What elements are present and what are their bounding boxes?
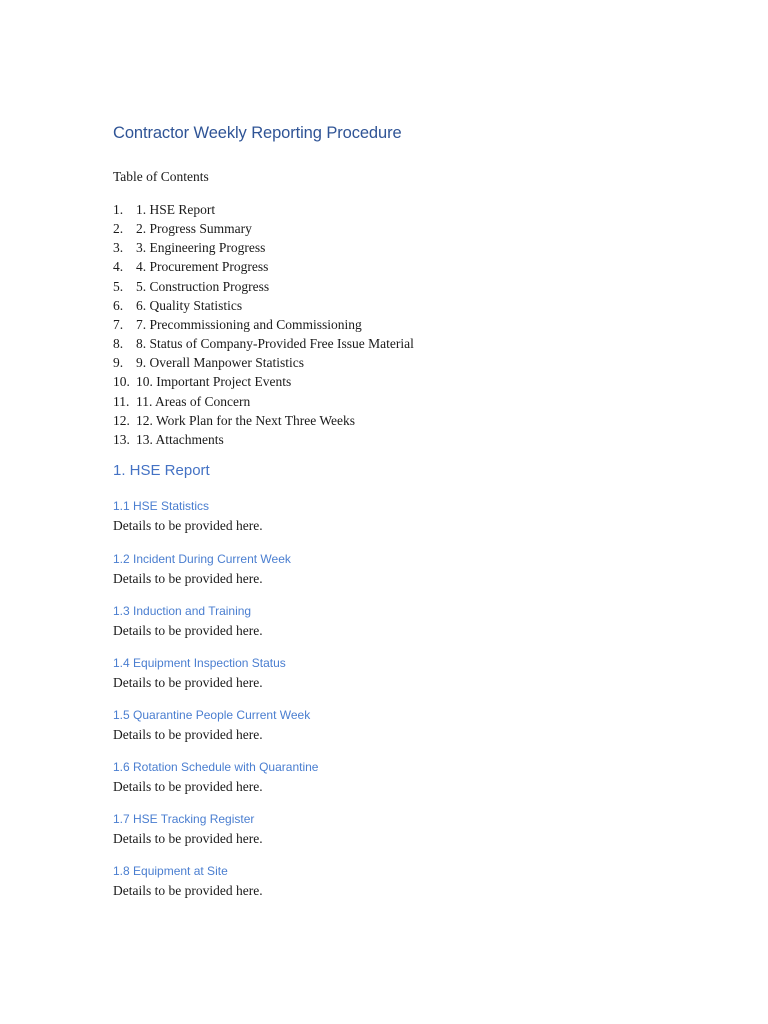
toc-item[interactable] [113,430,414,449]
toc-item-label: 10. Important Project Events [136,374,292,390]
subsection-body: Details to be provided here. [113,623,263,638]
toc-item[interactable] [113,392,414,411]
toc-item-number: 5. [113,278,124,294]
toc-item[interactable] [113,277,414,296]
subsection-body: Details to be provided here. [113,727,263,742]
toc-item-number: 12. [113,412,130,428]
subsection-body: Details to be provided here. [113,675,263,690]
subsection-heading: 1.6 Rotation Schedule with Quarantine [113,760,319,774]
subsection-heading: 1.1 HSE Statistics [113,499,210,513]
toc-item-label: 2. Progress Summary [136,221,252,237]
subsection-heading: 1.5 Quarantine People Current Week [113,708,311,722]
toc-item-label: 12. Work Plan for the Next Three Weeks [136,412,356,428]
subsection-equipment-inspection [113,654,286,693]
toc-item[interactable] [113,296,414,315]
subsection-heading: 1.3 Induction and Training [113,604,252,618]
toc-item-number: 2. [113,221,124,237]
toc-item[interactable] [113,334,414,353]
subsection-rotation-schedule [113,758,318,797]
toc-item[interactable] [113,219,414,238]
toc-item-label: 6. Quality Statistics [136,297,243,313]
toc-item-number: 6. [113,297,124,313]
toc-item-number: 9. [113,355,124,371]
subsection-equipment-at-site [113,862,263,901]
subsection-incident-current-week [113,550,291,589]
subsection-heading: 1.8 Equipment at Site [113,864,228,878]
toc-item-number: 3. [113,240,124,256]
toc-item-label: 3. Engineering Progress [136,240,266,256]
toc-item-label: 7. Precommissioning and Commissioning [136,316,362,332]
subsection-body: Details to be provided here. [113,779,263,794]
toc-item[interactable] [113,238,414,257]
document-title: Contractor Weekly Reporting Procedure [113,124,402,142]
subsection-hse-statistics [113,497,263,536]
subsection-body: Details to be provided here. [113,883,263,898]
subsection-hse-tracking-register [113,810,263,849]
toc-item-label: 1. HSE Report [136,202,216,217]
toc-item-number: 1. [113,202,124,217]
toc-heading: Table of Contents [113,169,209,184]
toc-item-label: 8. Status of Company-Provided Free Issue Material [136,336,414,352]
subsection-body: Details to be provided here. [113,571,263,586]
toc-item-label: 13. Attachments [136,431,224,447]
toc-item[interactable] [113,315,414,334]
toc-item[interactable] [113,411,414,430]
toc-item[interactable] [113,200,414,219]
toc-item[interactable] [113,257,414,276]
toc-item-label: 9. Overall Manpower Statistics [136,355,304,371]
subsection-body: Details to be provided here. [113,518,263,533]
table-of-contents [113,200,414,449]
subsection-quarantine-people [113,706,310,745]
section-heading-hse-report: 1. HSE Report [113,462,210,479]
toc-item-label: 4. Procurement Progress [136,259,269,275]
toc-item-number: 8. [113,336,124,352]
subsection-heading: 1.4 Equipment Inspection Status [113,656,286,670]
subsection-heading: 1.7 HSE Tracking Register [113,812,255,826]
toc-item-number: 11. [113,393,130,409]
toc-item[interactable] [113,353,414,372]
toc-item-number: 13. [113,431,130,447]
toc-item[interactable] [113,372,414,391]
subsection-heading: 1.2 Incident During Current Week [113,552,291,566]
toc-item-number: 10. [113,374,130,390]
toc-item-number: 7. [113,316,124,332]
toc-item-number: 4. [113,259,124,275]
subsection-induction-training [113,602,263,641]
subsection-body: Details to be provided here. [113,831,263,846]
toc-item-label: 5. Construction Progress [136,278,270,294]
toc-item-label: 11. Areas of Concern [136,393,251,409]
